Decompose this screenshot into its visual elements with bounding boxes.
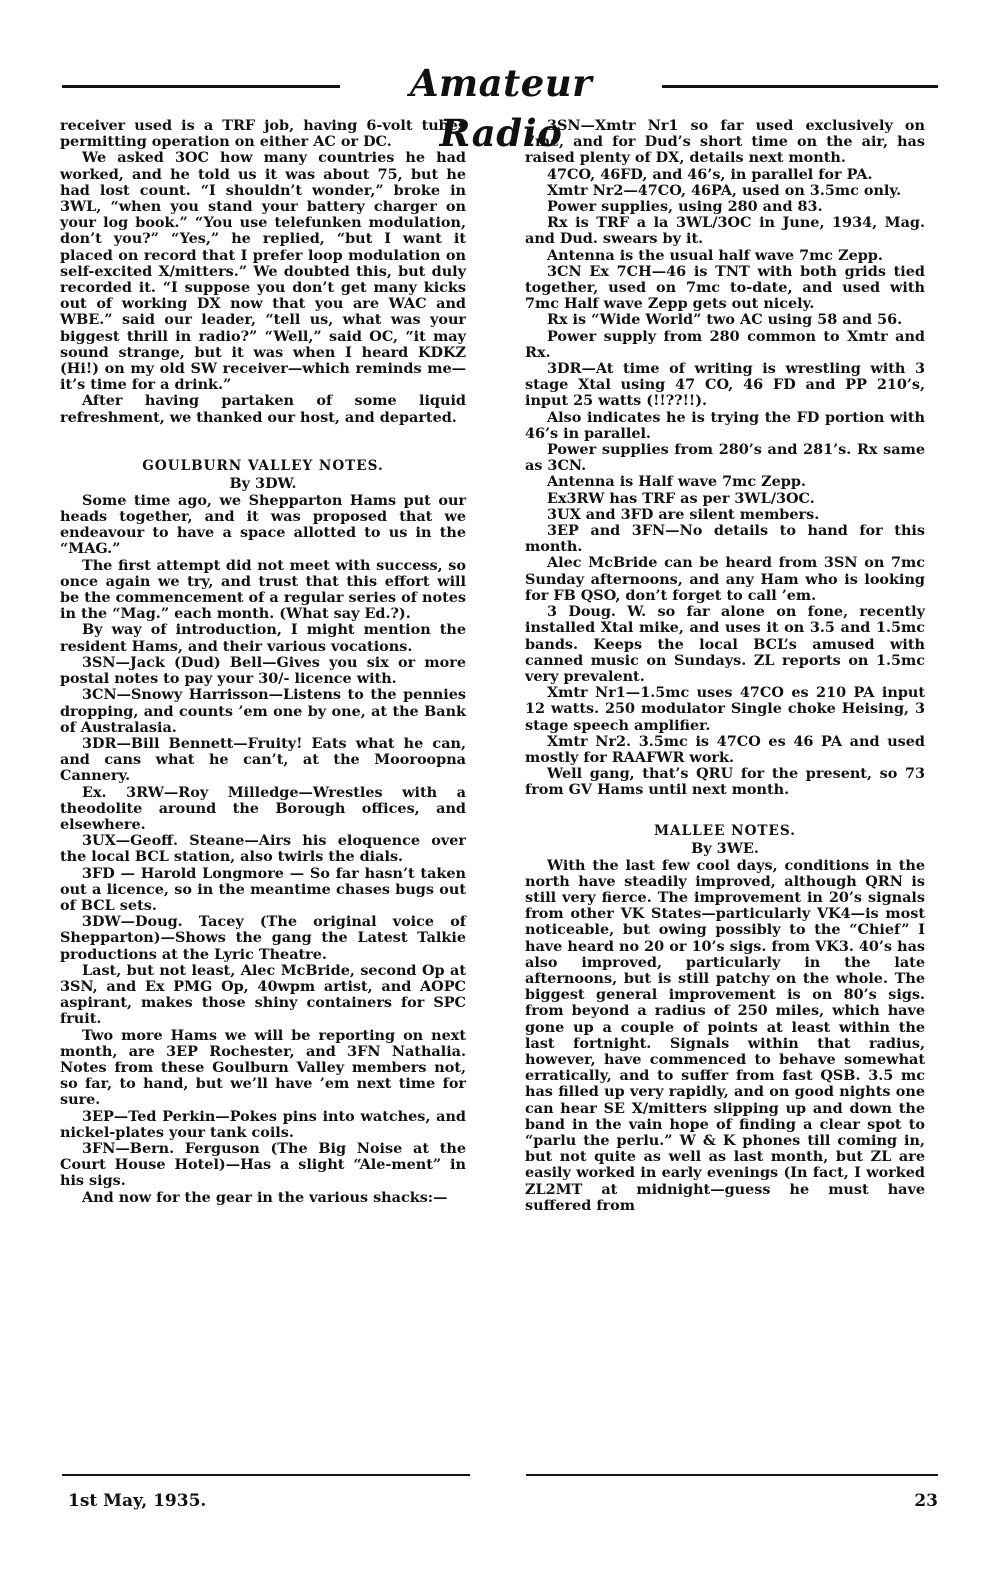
- paragraph: receiver used is a TRF job, having 6-volt tubes permitting operation on either AC or DC.: [60, 117, 466, 151]
- masthead-rule-right: [662, 85, 938, 88]
- paragraph: Also indicates he is trying the FD portion with 46’s in parallel.: [525, 408, 925, 442]
- paragraph: Well gang, that’s QRU for the present, so 73 from GV Hams until next month.: [525, 765, 925, 799]
- paragraph: After having partaken of some liquid refreshment, we thanked our host, and departed.: [60, 392, 466, 426]
- paragraph: 3DR—Bill Bennett—Fruity! Eats what he can, and cans what he can’t, at the Mooroopna Cannery.: [60, 734, 466, 785]
- paragraph: We asked 3OC how many countries he had worked, and he told us it was about 75, but he had lost count. “I shouldn’t wonder,” broke in 3WL, “when you stand your battery charger on your log book.” “You use telefunken modulation, don’t you?” “Yes,” he replied, “but I want it placed on record that I prefer loop modulation on self-excited X/mitters.” We doubted this, but duly recorded it. “I suppose you don’t get many kicks out of working DX now that you are WAC and WBE.” said our leader, “tell us, what was your biggest thrill in radio?” “Well,” said OC, “it may sound strange, but it was when I heard KDKZ (Hi!) on my old SW receiver—which reminds me—it’s time for a drink.”: [60, 149, 466, 394]
- paragraph: 3CN Ex 7CH—46 is TNT with both grids tied together, used on 7mc to-date, and used with 7mc Half wave Zepp gets out nicely.: [525, 262, 925, 313]
- paragraph: 3SN—Jack (Dud) Bell—Gives you six or more postal notes to pay your 30/- licence with.: [60, 653, 466, 688]
- paragraph: 47CO, 46FD, and 46’s, in parallel for PA.: [547, 165, 873, 183]
- section-heading-goulburn: GOULBURN VALLEY NOTES.: [142, 457, 384, 474]
- paragraph: 3DR—At time of writing is wrestling with 3 stage Xtal using 47 CO, 46 FD and PP 210’s, input 25 watts (!!??!!).: [525, 360, 925, 410]
- bottom-rule-left: [62, 1474, 470, 1476]
- paragraph: Power supply from 280 common to Xmtr and Rx.: [525, 327, 925, 361]
- left-column: [60, 118, 466, 1206]
- paragraph: 3EP and 3FN—No details to hand for this month.: [525, 522, 925, 556]
- paragraph: Alec McBride can be heard from 3SN on 7mc Sunday afternoons, and any Ham who is looking for FB QSO, don’t forget to call ’em.: [525, 554, 925, 604]
- bottom-rule-right: [526, 1474, 938, 1476]
- paragraph: Xmtr Nr2. 3.5mc is 47CO es 46 PA and used mostly for RAAFWR work.: [525, 732, 925, 766]
- paragraph: Ex. 3RW—Roy Milledge—Wrestles with a theodolite around the Borough offices, and elsewhere.: [60, 783, 466, 833]
- page-number: 23: [914, 1491, 938, 1511]
- paragraph: Rx is “Wide World” two AC using 58 and 56.: [547, 311, 903, 329]
- paragraph: By way of introduction, I might mention the resident Hams, and their various vocations.: [60, 621, 466, 655]
- paragraph: 3DW—Doug. Tacey (The original voice of Shepparton)—Shows the gang the Latest Talkie productions at the Lyric Theatre.: [60, 913, 466, 963]
- paragraph: 3FD — Harold Longmore — So far hasn’t taken out a licence, so in the meantime chases bugs out of BCL sets.: [60, 864, 466, 914]
- paragraph: 3SN—Xmtr Nr1 so far used exclusively on 7mc, and for Dud’s short time on the air, has raised plenty of DX, details next month.: [525, 117, 925, 167]
- byline-mallee: By 3WE.: [691, 839, 759, 857]
- masthead-title: Amateur Radio: [409, 61, 593, 155]
- masthead-rule-left: [62, 85, 340, 88]
- paragraph: Power supplies, using 280 and 83.: [547, 198, 823, 216]
- paragraph: Antenna is Half wave 7mc Zepp.: [547, 473, 806, 491]
- paragraph: With the last few cool days, conditions in the north have steadily improved, although QRN is still very fierce. The improvement in 20’s signals from other VK States—particularly VK4—is most noticeable, but owing possibly to the “Chief” I have heard no 20 or 10’s sigs. from VK3. 40’s has also improved, particularly in the late afternoons, but is still patchy on the whole. The biggest general improvement is on 80’s sigs. from beyond a radius of 250 miles, which have gone up a couple of points at least within the last fortnight. Signals within that radius, however, have commenced to behave somewhat erratically, and to suffer from fast QSB. 3.5 mc has filled up very rapidly, and on good nights one can hear SE X/mitters slipping up and down the band in the vain hope of finding a clear spot to “parlu the perlu.” W & K phones till coming in, but not quite as well as last month, but ZL are easily worked in early evenings (In fact, I worked ZL2MT at midnight—guess he must have suffered from: [525, 856, 925, 1214]
- paragraph: Xmtr Nr1—1.5mc uses 47CO es 210 PA input 12 watts. 250 modulator Single choke Heising, 3 stage speech amplifier.: [525, 684, 925, 734]
- paragraph: 3EP—Ted Perkin—Pokes pins into watches, and nickel-plates your tank coils.: [60, 1107, 466, 1141]
- paragraph: Last, but not least, Alec McBride, second Op at 3SN, and Ex PMG Op, 40wpm artist, and AOPC aspirant, makes those shiny containers for SPC fruit.: [60, 961, 466, 1028]
- section-heading-mallee: MALLEE NOTES.: [654, 822, 796, 839]
- paragraph: Two more Hams we will be reporting on next month, are 3EP Rochester, and 3FN Nathalia. Notes from these Goulburn Valley members not, so far, to hand, but we’ll have ’em next time for sure.: [60, 1026, 466, 1109]
- paragraph: 3CN—Snowy Harrisson—Listens to the pennies dropping, and counts ’em one by one, at the Bank of Australasia.: [60, 686, 466, 736]
- paragraph: Ex3RW has TRF as per 3WL/3OC.: [547, 489, 815, 507]
- byline-goulburn: By 3DW.: [229, 474, 297, 492]
- paragraph: 3 Doug. W. so far alone on fone, recently installed Xtal mike, and uses it on 3.5 and 1.5mc bands. Keeps the local BCL’s amused with canned music on Sundays. ZL reports on 1.5mc very prevalent.: [525, 603, 925, 685]
- paragraph: Rx is TRF a la 3WL/3OC in June, 1934, Mag. and Dud. swears by it.: [525, 214, 925, 248]
- paragraph: 3UX and 3FD are silent members.: [547, 505, 820, 523]
- paragraph: Antenna is the usual half wave 7mc Zepp.: [547, 246, 883, 264]
- right-column: [525, 118, 925, 1214]
- paragraph: 3FN—Bern. Ferguson (The Big Noise at the Court House Hotel)—Has a slight “Ale-ment” in his sigs.: [60, 1139, 466, 1190]
- paragraph: And now for the gear in the various shacks:—: [82, 1188, 448, 1206]
- paragraph: Power supplies from 280’s and 281’s. Rx same as 3CN.: [525, 441, 925, 475]
- footer-date: 1st May, 1935.: [68, 1491, 207, 1511]
- paragraph: The first attempt did not meet with success, so once again we try, and trust that this effort will be the commencement of a regular series of notes in the “Mag.” each month. (What say Ed.?).: [60, 556, 466, 623]
- paragraph: Xmtr Nr2—47CO, 46PA, used on 3.5mc only.: [547, 181, 902, 199]
- paragraph: Some time ago, we Shepparton Hams put our heads together, and it was proposed that we endeavour to have a space allotted to us in the “MAG.”: [60, 491, 466, 558]
- paragraph: 3UX—Geoff. Steane—Airs his eloquence over the local BCL station, also twirls the dials.: [60, 832, 466, 866]
